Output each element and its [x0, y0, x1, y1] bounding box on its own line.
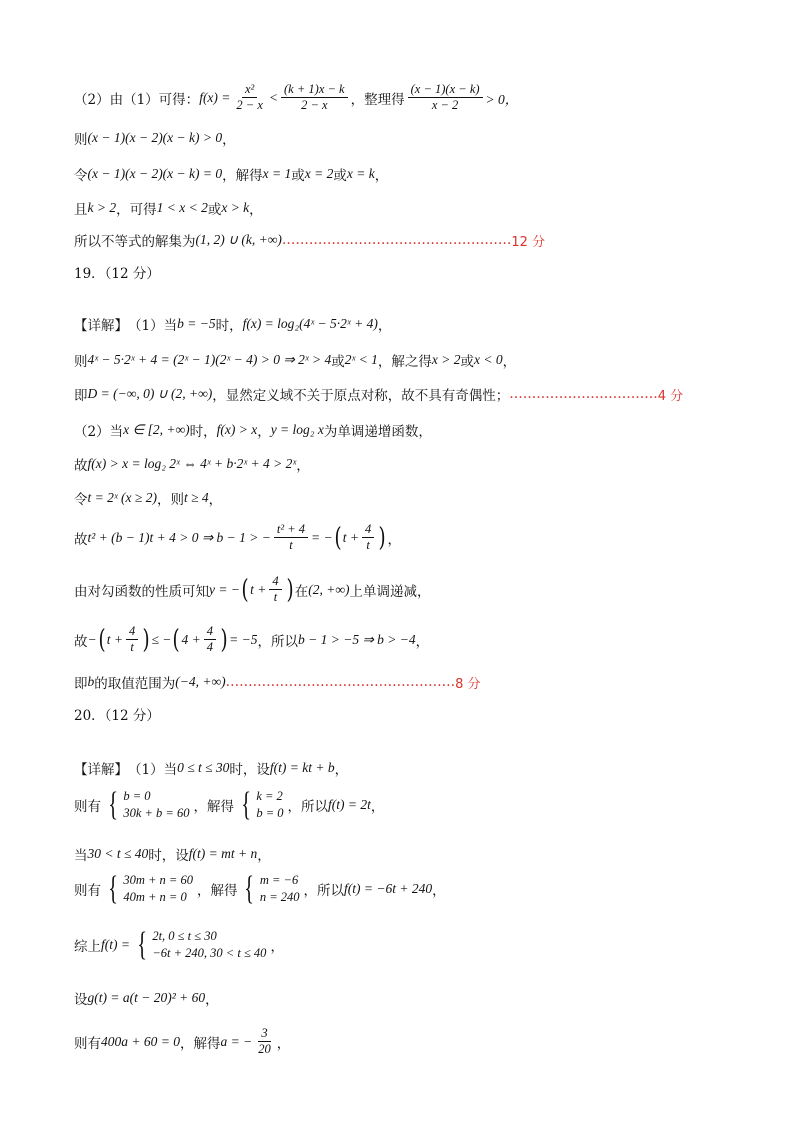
- brace: {: [241, 786, 252, 823]
- text-line: 令 t = 2ˣ (x ≥ 2) ，则 t ≥ 4 ，: [74, 490, 223, 508]
- text-line: 则有 400a + 60 = 0 ，解得 a = − $\frac{3}{20}$ ，: [74, 1026, 291, 1056]
- fraction: $\frac{\text{x²}}{2 - x}$: [236, 82, 263, 112]
- text-line: 且 k > 2 ，可得 1 < x < 2 或 x > k ，: [74, 200, 263, 218]
- text-line: 则 4ˣ − 5·2ˣ + 4 = (2ˣ − 1)(2ˣ − 4) > 0 ⇒ 2ˣ > 4 或 2ˣ < 1 ，解之得 x > 2 或 x < 0 ，: [74, 352, 517, 370]
- equation-system: { m = −6 n = 240: [244, 870, 300, 907]
- fraction: $\frac{3}{20}$: [258, 1026, 271, 1056]
- brace: {: [137, 926, 148, 963]
- question-number: 20．（12 分）: [74, 708, 160, 724]
- right-paren: ): [286, 574, 294, 605]
- brace: {: [108, 870, 119, 907]
- equation-system: { k = 2 b = 0: [241, 786, 284, 823]
- left-paren: (: [334, 522, 342, 553]
- text-line: 设 g(t) = a(t − 20)² + 60 ，: [74, 990, 219, 1008]
- text-line: 【详解】 （1）当 0 ≤ t ≤ 30 时，设 f(t) = kt + b ，: [74, 760, 349, 778]
- score-label: 12 分: [511, 234, 546, 250]
- text-line: 当 30 < t ≤ 40 时，设 f(t) = mt + n ，: [74, 846, 271, 864]
- math-expr: (x − 1)(x − 2)(x − k) > 0: [87, 130, 223, 145]
- left-paren: (: [172, 624, 180, 655]
- dotted-leader: ……………………………: [509, 386, 658, 402]
- dotted-leader: ……………………………………………: [281, 232, 512, 248]
- text-line: 即 D = (−∞, 0) ∪ (2, +∞) ，显然定义域不关于原点对称，故不具有奇偶性； …………………………… 4 分: [74, 386, 684, 404]
- equation-system: { 30m + n = 60 40m + n = 0: [108, 870, 193, 907]
- text-line: 故 f(x) > x = log₂ 2ˣ ⇔ 4ˣ + b·2ˣ + 4 > 2ˣ ，: [74, 456, 310, 474]
- text-line: 故 t² + (b − 1)t + 4 > 0 ⇒ b − 1 > − $\frac{\text{t² + 4}}{t}$ = − ( t + $\frac{4}{t}$ ) ，: [74, 522, 401, 553]
- fraction: $\frac{\text{t² + 4}}{t}$: [274, 522, 308, 553]
- math-fx: f(x) =: [199, 89, 231, 105]
- fraction: $\frac{4}{t}$: [269, 574, 281, 605]
- question-number: 19．（12 分）: [74, 266, 160, 282]
- fraction: $\frac{4}{t}$: [126, 624, 138, 655]
- text-line: 综上 f(t) = { 2t, 0 ≤ t ≤ 30 −6t + 240, 30 < t ≤ 40 ，: [74, 926, 284, 963]
- math-expr: (x − 1)(x − 2)(x − k) = 0: [87, 166, 223, 181]
- equation-system: { b = 0 30k + b = 60: [108, 786, 190, 823]
- dotted-leader: ……………………………………………: [225, 674, 456, 690]
- text-line: 即 b 的取值范围为 (−4, +∞) …………………………………………… 8 分: [74, 674, 481, 692]
- detail-tag: 【详解】: [74, 762, 128, 778]
- right-paren: ): [142, 624, 150, 655]
- text-line: 则有 { 30m + n = 60 40m + n = 0 ，解得 { m = −6 n = 240 ，所以 f(t) = −6t + 240 ，: [74, 870, 446, 907]
- fraction: $\frac{4}{4}$: [204, 624, 216, 655]
- piecewise-system: { 2t, 0 ≤ t ≤ 30 −6t + 240, 30 < t ≤ 40: [137, 926, 267, 963]
- detail-tag: 【详解】: [74, 318, 128, 334]
- intro-text: （2）由（1）可得：: [74, 91, 200, 108]
- text-line: 所以不等式的解集为 (1, 2) ∪ (k, +∞) …………………………………………… 12 分: [74, 232, 546, 250]
- text-line: 由对勾函数的性质可知 y = − ( t + $\frac{4}{t}$ ) 在 (2, +∞) 上单调递减，: [74, 574, 431, 605]
- text-line: 故 − ( t + $\frac{4}{t}$ ) ≤ − ( 4 + $\frac{4}{4}$ ) = −5 ，所以 b − 1 > −5 ⇒ b > −4 ，: [74, 624, 430, 655]
- text-line: 则有 { b = 0 30k + b = 60 ，解得 { k = 2 b = 0 ，所以 f(t) = 2t ，: [74, 786, 385, 823]
- text-line: 则 (x − 1)(x − 2)(x − k) > 0 ，: [74, 130, 236, 148]
- brace: {: [108, 786, 119, 823]
- text-line: 令 (x − 1)(x − 2)(x − k) = 0 ，解得 x = 1 或 x = 2 或 x = k ，: [74, 166, 389, 184]
- left-paren: (: [241, 574, 249, 605]
- q18-part2-line: （2）由（1）可得： f(x) = $\frac{\text{x²}}{2 - x}$ < $\frac{(k + 1)x - k}{2 - x}$ ，整理得 $\frac{(x - 1)(x - k)}{x - 2}$ > 0，: [74, 82, 519, 112]
- brace: {: [244, 870, 255, 907]
- score-label: 4 分: [657, 388, 684, 404]
- score-label: 8 分: [455, 676, 481, 692]
- fraction: $\frac{(x - 1)(x - k)}{x - 2}$: [408, 82, 483, 113]
- fraction: $\frac{4}{t}$: [362, 522, 374, 553]
- left-paren: (: [98, 624, 106, 655]
- right-paren: ): [220, 624, 228, 655]
- fraction: $\frac{(k + 1)x - k}{2 - x}$: [281, 82, 348, 113]
- right-paren: ): [378, 522, 386, 553]
- text-line: 【详解】 （1）当 b = −5 时， f(x) = log₂(4ˣ − 5·2ˣ + 4) ，: [74, 316, 392, 334]
- text-line: （2）当 x ∈ [2, +∞) 时， f(x) > x ， y = log₂ x 为单调递增函数，: [74, 422, 432, 440]
